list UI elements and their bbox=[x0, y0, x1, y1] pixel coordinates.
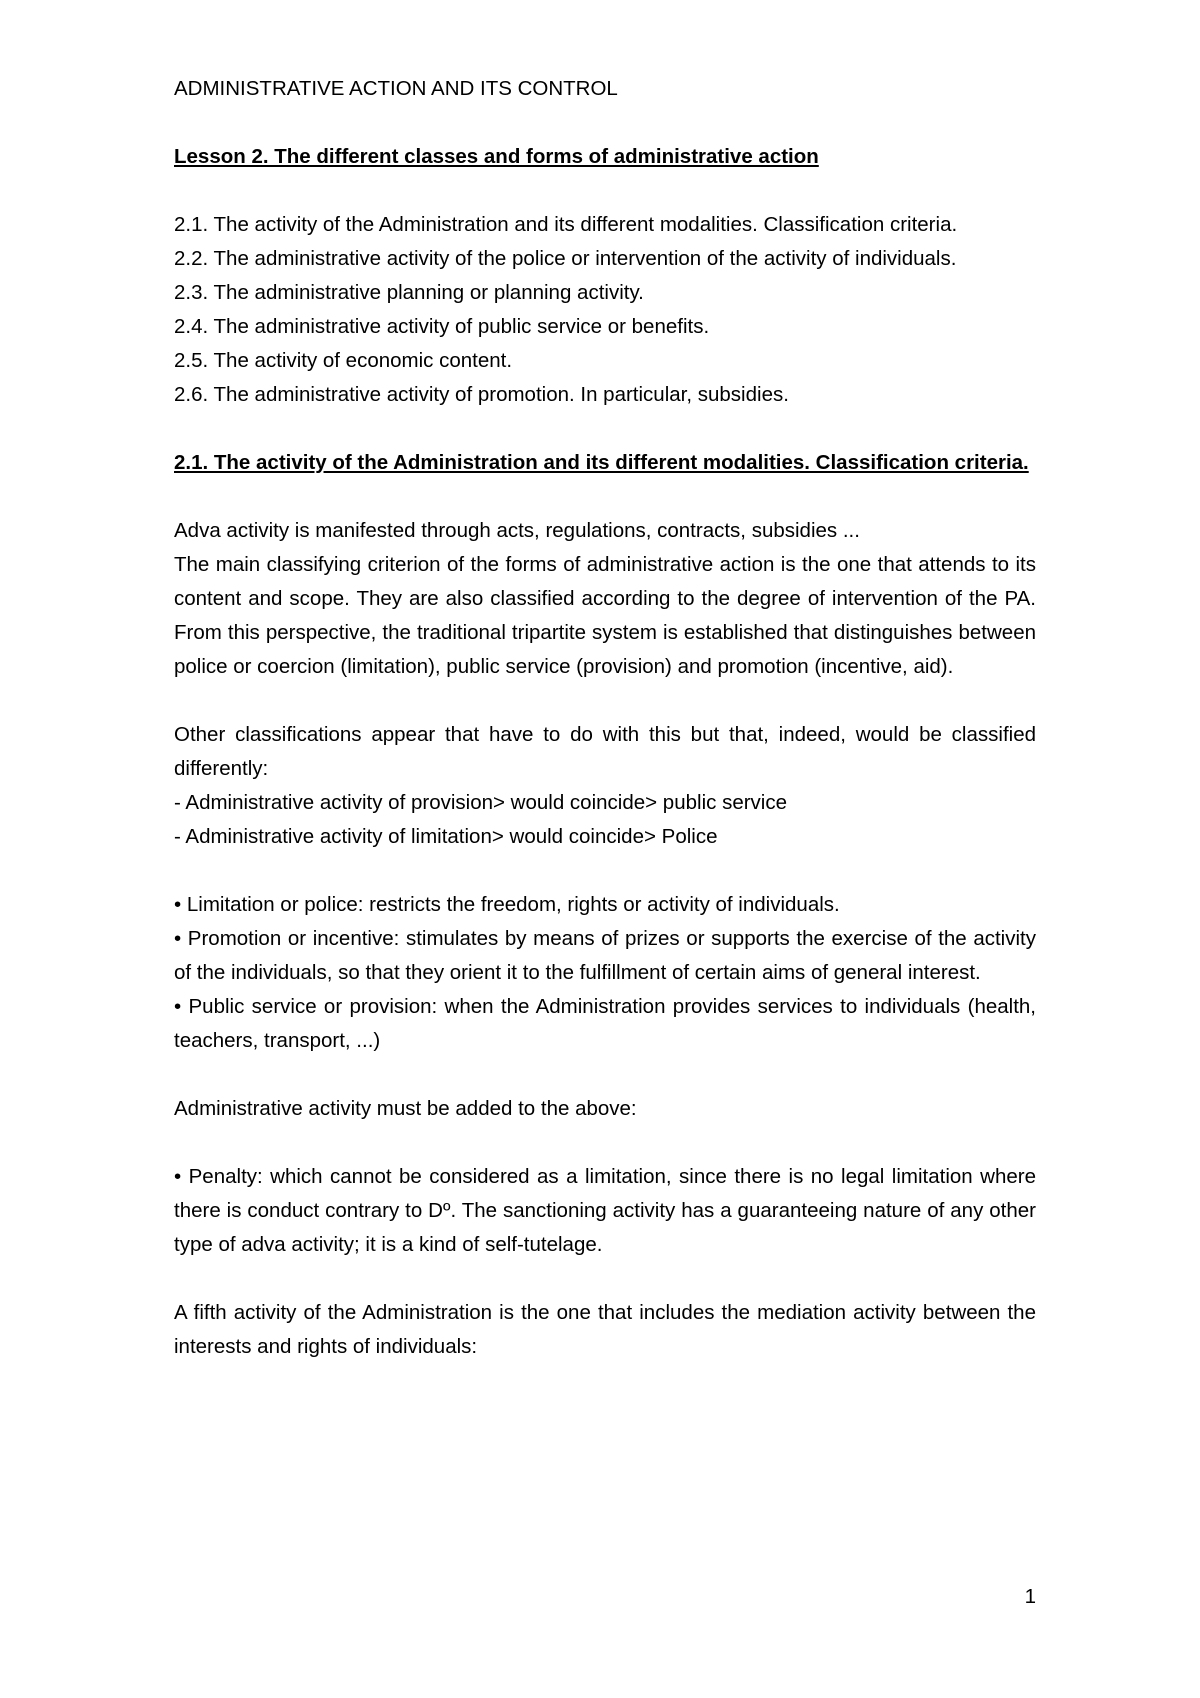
added-intro-block bbox=[174, 1092, 1036, 1126]
section-heading: 2.1. The activity of the Administration and its different modalities. Classification criteria. bbox=[174, 451, 1029, 474]
other-classifications-block bbox=[174, 718, 1036, 854]
bullet-item: • Public service or provision: when the Administration provides services to individuals (health, teachers, transport, ...) bbox=[174, 995, 1036, 1052]
penalty-bullet: • Penalty: which cannot be considered as a limitation, since there is no legal limitation where there is conduct contrary to Dº. The sanctioning activity has a guaranteeing nature of any other type of adva activity; it is a kind of self-tutelage. bbox=[174, 1165, 1036, 1256]
bullet-list bbox=[174, 888, 1036, 1058]
running-header: ADMINISTRATIVE ACTION AND ITS CONTROL bbox=[174, 77, 618, 100]
toc-item: 2.4. The administrative activity of public service or benefits. bbox=[174, 315, 710, 338]
toc-item: 2.2. The administrative activity of the police or intervention of the activity of individuals. bbox=[174, 247, 957, 270]
other-classifications-paragraph: Other classifications appear that have to do with this but that, indeed, would be classified differently: bbox=[174, 723, 1036, 780]
intro-block bbox=[174, 514, 1036, 684]
bullet-item: • Limitation or police: restricts the freedom, rights or activity of individuals. bbox=[174, 893, 840, 916]
dash-item: - Administrative activity of provision> would coincide> public service bbox=[174, 791, 787, 814]
intro-line: Adva activity is manifested through acts, regulations, contracts, subsidies ... bbox=[174, 519, 860, 542]
toc-item: 2.6. The administrative activity of promotion. In particular, subsidies. bbox=[174, 383, 789, 406]
intro-paragraph: The main classifying criterion of the forms of administrative action is the one that attends to its content and scope. They are also classified according to the degree of intervention of the PA. From this perspective, the traditional tripartite system is established that distinguishes between police or coercion (limitation), public service (provision) and promotion (incentive, aid). bbox=[174, 553, 1036, 678]
fifth-activity-paragraph: A fifth activity of the Administration is the one that includes the mediation activity between the interests and rights of individuals: bbox=[174, 1301, 1036, 1358]
toc-item: 2.5. The activity of economic content. bbox=[174, 349, 513, 372]
page-number: 1 bbox=[1024, 1585, 1036, 1608]
added-intro-paragraph: Administrative activity must be added to the above: bbox=[174, 1097, 637, 1120]
toc-item: 2.1. The activity of the Administration and its different modalities. Classification criteria. bbox=[174, 213, 958, 236]
fifth-activity-block bbox=[174, 1296, 1036, 1364]
document-page bbox=[174, 72, 1036, 1364]
lesson-title: Lesson 2. The different classes and forms of administrative action bbox=[174, 145, 819, 168]
bullet-item: • Promotion or incentive: stimulates by means of prizes or supports the exercise of the activity of the individuals, so that they orient it to the fulfillment of certain aims of general interest. bbox=[174, 927, 1036, 984]
table-of-contents bbox=[174, 208, 1036, 412]
toc-item: 2.3. The administrative planning or planning activity. bbox=[174, 281, 644, 304]
penalty-block bbox=[174, 1160, 1036, 1262]
dash-item: - Administrative activity of limitation> would coincide> Police bbox=[174, 825, 718, 848]
